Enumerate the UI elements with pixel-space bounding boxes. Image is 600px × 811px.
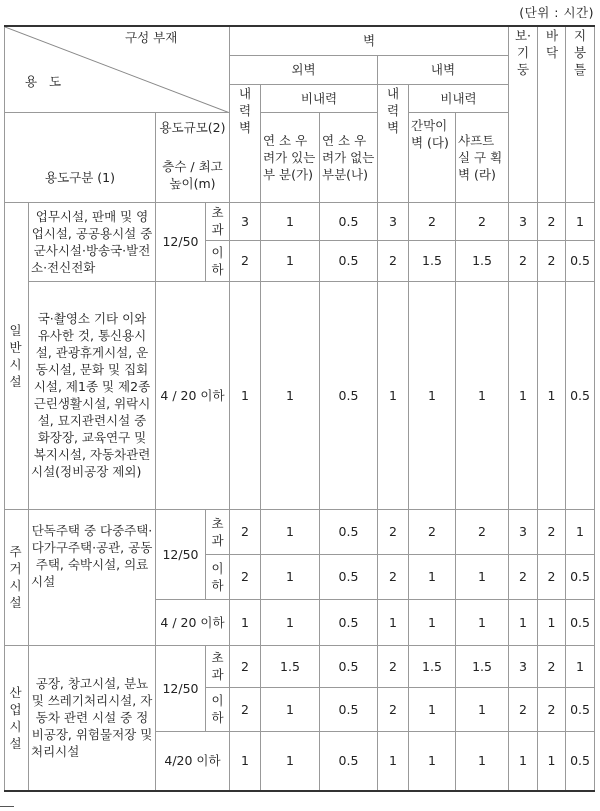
cell: 1 <box>378 281 409 509</box>
cell: 0.5 <box>566 599 595 645</box>
unit-note: (단위 : 시간) <box>519 5 594 20</box>
wall-header: 벽 <box>230 26 509 55</box>
cell: 0.5 <box>320 509 378 554</box>
cell: 2 <box>538 554 566 599</box>
cell: 1 <box>261 554 320 599</box>
roof-truss-header: 지붕틀 <box>566 26 595 202</box>
cell: 2 <box>538 645 566 687</box>
cell: 1 <box>230 281 261 509</box>
fire-resistance-table <box>4 25 595 792</box>
cell: 1 <box>409 554 456 599</box>
cell: 1 <box>509 731 538 791</box>
cell: 2 <box>378 240 409 281</box>
cell: 1 <box>456 281 509 509</box>
use-label: 용 도 <box>25 74 66 89</box>
cell: 0.5 <box>566 240 595 281</box>
cell: 1 <box>409 599 456 645</box>
beam-column-header: 보·기둥 <box>509 26 538 202</box>
group-industrial-scale-small: 4/20 이하 <box>156 731 230 791</box>
cell: 2 <box>230 687 261 731</box>
cell: 2 <box>509 687 538 731</box>
group-residential-scale: 12/50 <box>156 509 206 599</box>
cell: 1 <box>538 599 566 645</box>
cell: 1.5 <box>409 240 456 281</box>
cell: 1 <box>509 281 538 509</box>
cell: 1 <box>261 240 320 281</box>
group-general-label: 일반시설 <box>5 202 29 509</box>
cell: 0.5 <box>320 554 378 599</box>
exterior-not-exposed-header: 연 소 우려가 없는 부분(나) <box>320 112 378 202</box>
cell: 0.5 <box>566 281 595 509</box>
exterior-fire-exposed-header: 연 소 우려가 있는 부 분(가) <box>261 112 320 202</box>
cell: 1 <box>261 281 320 509</box>
cell: 1 <box>456 554 509 599</box>
cell: 2 <box>378 645 409 687</box>
scale-label: 용도규모(2) <box>159 119 226 135</box>
component-label: 구성 부재 <box>125 30 178 45</box>
cell: 1 <box>538 731 566 791</box>
interior-bearing-wall-header: 내력벽 <box>378 84 409 202</box>
group-residential-label: 주거시설 <box>5 509 29 645</box>
cell: 1 <box>230 599 261 645</box>
cell: 0.5 <box>566 687 595 731</box>
cell: 1 <box>230 731 261 791</box>
cell: 2 <box>509 240 538 281</box>
group-general-scale-small: 4 / 20 이하 <box>156 281 230 509</box>
group-residential-desc: 단독주택 중 다중주택·다가구주택·공관, 공동주택, 숙박시설, 의료시설 <box>29 509 156 645</box>
group-general-desc-a: 업무시설, 판매 및 영업시설, 공공용시설 중 군사시설·방송국·발전소·전신전화 <box>29 202 156 281</box>
interior-nonbearing-header: 비내력 <box>409 84 509 112</box>
cell: 2 <box>378 554 409 599</box>
cond-below: 이하 <box>206 687 230 731</box>
cell: 0.5 <box>566 731 595 791</box>
cell: 1 <box>456 731 509 791</box>
diagonal-line <box>5 27 230 112</box>
cell: 3 <box>230 202 261 240</box>
cell: 1 <box>261 509 320 554</box>
cell: 2 <box>538 202 566 240</box>
partition-wall-header: 간막이 벽 (다) <box>409 112 456 202</box>
cell: 1 <box>378 731 409 791</box>
cell: 1 <box>456 599 509 645</box>
exterior-nonbearing-header: 비내력 <box>261 84 378 112</box>
cell: 1 <box>409 687 456 731</box>
cond-below: 이하 <box>206 240 230 281</box>
cell: 3 <box>509 645 538 687</box>
scale-header <box>156 112 230 202</box>
cond-exceed: 초과 <box>206 509 230 554</box>
cell: 1 <box>261 731 320 791</box>
cell: 3 <box>509 202 538 240</box>
cell: 2 <box>409 509 456 554</box>
cell: 0.5 <box>320 281 378 509</box>
cell: 1 <box>378 599 409 645</box>
cell: 1 <box>538 281 566 509</box>
cell: 2 <box>378 509 409 554</box>
cell: 1.5 <box>409 645 456 687</box>
cond-exceed: 초과 <box>206 645 230 687</box>
interior-wall-header: 내벽 <box>378 55 509 84</box>
cell: 2 <box>456 202 509 240</box>
group-industrial-scale: 12/50 <box>156 645 206 731</box>
cell: 0.5 <box>320 202 378 240</box>
cell: 1 <box>566 509 595 554</box>
cell: 2 <box>538 240 566 281</box>
cell: 0.5 <box>320 687 378 731</box>
cell: 1 <box>566 202 595 240</box>
cell: 2 <box>230 509 261 554</box>
cell: 2 <box>230 554 261 599</box>
cell: 1 <box>566 645 595 687</box>
cell: 2 <box>509 554 538 599</box>
cell: 1 <box>456 687 509 731</box>
group-residential-scale-small: 4 / 20 이하 <box>156 599 230 645</box>
exterior-bearing-wall-header: 내력벽 <box>230 84 261 202</box>
cell: 3 <box>509 509 538 554</box>
footer-rule <box>0 806 14 807</box>
diagonal-header-cell <box>5 26 230 112</box>
cell: 1.5 <box>456 645 509 687</box>
cell: 1 <box>261 687 320 731</box>
group-general-desc-b: 국·촬영소 기타 이와 유사한 것, 통신용시설, 관광휴게시설, 운동시설, 문화 및 집회시설, 제1종 및 제2종근린생활시설, 위락시설, 묘지관련시설 중 화장장, 교육연구 및 복지시설, 자동차관련시설(정비공장 제외) <box>29 281 156 509</box>
category-header: 용도구분 (1) <box>5 112 156 202</box>
cond-exceed: 초과 <box>206 202 230 240</box>
cell: 0.5 <box>320 645 378 687</box>
group-general-scale: 12/50 <box>156 202 206 281</box>
cell: 0.5 <box>566 554 595 599</box>
exterior-wall-header: 외벽 <box>230 55 378 84</box>
cell: 1 <box>509 599 538 645</box>
cell: 2 <box>456 509 509 554</box>
cell: 0.5 <box>320 731 378 791</box>
group-industrial-desc: 공장, 창고시설, 분뇨 및 쓰레기처리시설, 자동차 관련 시설 중 정비공장, 위험물저장 및 처리시설 <box>29 645 156 791</box>
cell: 2 <box>538 509 566 554</box>
cell: 2 <box>538 687 566 731</box>
cell: 3 <box>378 202 409 240</box>
cell: 1 <box>261 202 320 240</box>
cell: 1.5 <box>456 240 509 281</box>
cell: 1 <box>409 281 456 509</box>
shaft-wall-header: 샤프트 실 구 획 벽 (라) <box>456 112 509 202</box>
cell: 2 <box>230 645 261 687</box>
floors-height-label: 층수 / 최고높이(m) <box>162 158 223 191</box>
cond-below: 이하 <box>206 554 230 599</box>
cell: 1.5 <box>261 645 320 687</box>
cell: 2 <box>378 687 409 731</box>
cell: 0.5 <box>320 599 378 645</box>
group-industrial-label: 산업시설 <box>5 645 29 791</box>
cell: 1 <box>261 599 320 645</box>
cell: 0.5 <box>320 240 378 281</box>
cell: 1 <box>409 731 456 791</box>
cell: 2 <box>230 240 261 281</box>
cell: 2 <box>409 202 456 240</box>
floor-header: 바닥 <box>538 26 566 202</box>
